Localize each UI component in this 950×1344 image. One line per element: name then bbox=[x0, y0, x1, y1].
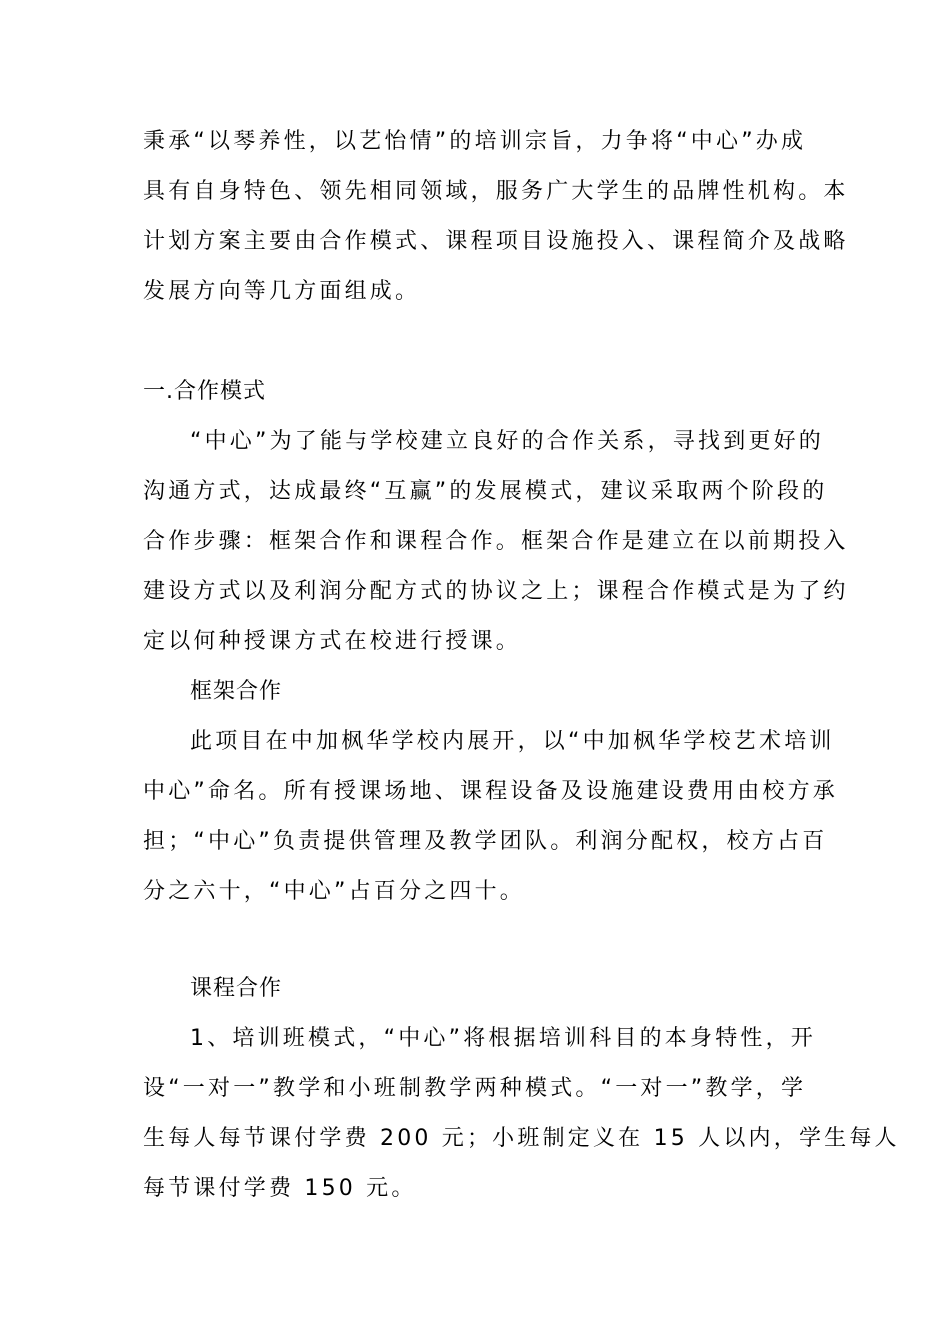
cooperation-para-line-4: 建设方式以及利润分配方式的协议之上；课程合作模式是为了约 bbox=[143, 579, 849, 604]
cooperation-para-line-3: 合作步骤：框架合作和课程合作。框架合作是建立在以前期投入 bbox=[143, 529, 849, 554]
course-line-1: 1、培训班模式，“中心”将根据培训科目的本身特性，开 bbox=[190, 1026, 816, 1051]
course-line-2: 设“一对一”教学和小班制教学两种模式。“一对一”教学，学 bbox=[143, 1076, 807, 1101]
cooperation-para-line-5: 定以何种授课方式在校进行授课。 bbox=[143, 629, 522, 654]
framework-line-2: 中心”命名。所有授课场地、课程设备及设施建设费用由校方承 bbox=[143, 779, 838, 804]
intro-line-2: 具有自身特色、领先相同领域，服务广大学生的品牌性机构。本 bbox=[143, 179, 849, 204]
intro-line-1: 秉承“以琴养性，以艺怡情”的培训宗旨，力争将“中心”办成 bbox=[143, 129, 807, 154]
intro-line-4: 发展方向等几方面组成。 bbox=[143, 279, 421, 304]
subheading-course-cooperation: 课程合作 bbox=[190, 976, 283, 1001]
subheading-framework-cooperation: 框架合作 bbox=[190, 679, 283, 704]
course-line-3: 生每人每节课付学费 200 元；小班制定义在 15 人以内，学生每人 bbox=[143, 1126, 900, 1151]
framework-line-3: 担；“中心”负责提供管理及教学团队。利润分配权，校方占百 bbox=[143, 829, 828, 854]
cooperation-para-line-1: “中心”为了能与学校建立良好的合作关系，寻找到更好的 bbox=[190, 429, 824, 454]
framework-line-4: 分之六十，“中心”占百分之四十。 bbox=[143, 879, 525, 904]
framework-line-1: 此项目在中加枫华学校内展开，以“中加枫华学校艺术培训 bbox=[190, 729, 835, 754]
course-line-4: 每节课付学费 150 元。 bbox=[143, 1176, 417, 1201]
cooperation-para-line-2: 沟通方式，达成最终“互赢”的发展模式，建议采取两个阶段的 bbox=[143, 479, 828, 504]
section-heading-cooperation-mode: 一.合作模式 bbox=[143, 379, 266, 404]
intro-line-3: 计划方案主要由合作模式、课程项目设施投入、课程简介及战略 bbox=[143, 229, 849, 254]
